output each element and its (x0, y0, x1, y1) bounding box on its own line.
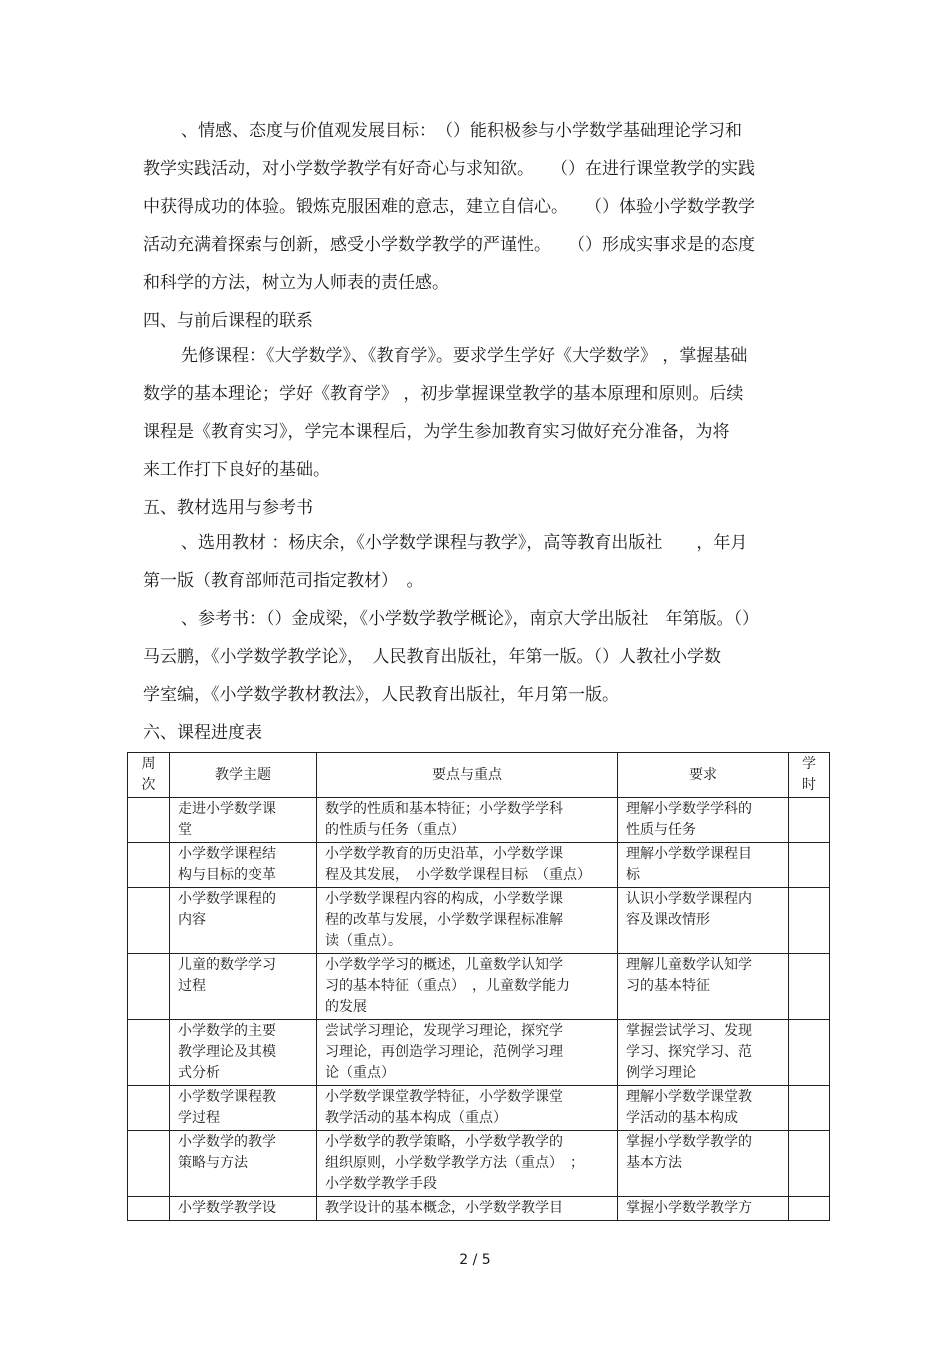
paragraph-line: 马云鹏，《小学数学教学论》， 人民教育出版社，年第一版。（）人教社小学数 (143, 647, 721, 667)
topic-cell: 儿童的数学学习 过程 (170, 954, 317, 1020)
paragraph-line: 课程是《教育实习》，学完本课程后，为学生参加教育实习做好充分准备，为将 (143, 422, 730, 442)
points-cell: 小学数学教育的历史沿革，小学数学课 程及其发展， 小学数学课程目标 （重点） (317, 843, 618, 888)
paragraph-line: 第一版（教育部师范司指定教材） 。 (143, 571, 424, 591)
paragraph-line: 和科学的方法，树立为人师表的责任感。 (143, 273, 449, 293)
topic-cell: 小学数学课程教 学过程 (170, 1086, 317, 1131)
hours-cell (789, 843, 830, 888)
hours-cell (789, 1131, 830, 1197)
requirements-cell: 理解小学数学课堂教 学活动的基本构成 (618, 1086, 789, 1131)
table-body (128, 798, 830, 1221)
hours-cell (789, 1197, 830, 1221)
requirements-cell: 掌握小学数学教学方 (618, 1197, 789, 1221)
header-week: 周 次 (128, 753, 170, 798)
table-header-row (128, 753, 830, 798)
requirements-cell: 认识小学数学课程内 容及课改情形 (618, 888, 789, 954)
hours-cell (789, 954, 830, 1020)
requirements-cell: 理解小学数学课程目 标 (618, 843, 789, 888)
table-row (128, 1197, 830, 1221)
points-cell: 小学数学的教学策略，小学数学教学的 组织原则，小学数学教学方法（重点） ； 小学数学教学手段 (317, 1131, 618, 1197)
week-cell (128, 1197, 170, 1221)
paragraph-line: 来工作打下良好的基础。 (143, 460, 330, 480)
section-heading: 六、课程进度表 (143, 723, 262, 743)
paragraph-line: 中获得成功的体验。锻炼克服困难的意志，建立自信心。 （）体验小学数学教学 (143, 197, 755, 217)
points-cell: 尝试学习理论，发现学习理论，探究学 习理论，再创造学习理论，范例学习理 论（重点） (317, 1020, 618, 1086)
requirements-cell: 理解儿童数学认知学 习的基本特征 (618, 954, 789, 1020)
header-hours: 学 时 (789, 753, 830, 798)
week-cell (128, 798, 170, 843)
points-cell: 教学设计的基本概念，小学数学教学目 (317, 1197, 618, 1221)
hours-cell (789, 798, 830, 843)
paragraph-line: 、参考书：（）金成梁，《小学数学教学概论》，南京大学出版社 年第版。（） (181, 609, 759, 629)
topic-cell: 小学数学课程的 内容 (170, 888, 317, 954)
paragraph-line: 数学的基本理论；学好《教育学》 ，初步掌握课堂教学的基本原理和原则。后续 (143, 384, 744, 404)
table-row (128, 1131, 830, 1197)
points-cell: 小学数学课堂教学特征，小学数学课堂 教学活动的基本构成（重点） (317, 1086, 618, 1131)
requirements-cell: 掌握尝试学习、发现 学习、探究学习、范 例学习理论 (618, 1020, 789, 1086)
paragraph-line: 先修课程：《大学数学》、《教育学》。要求学生学好《大学数学》 ，掌握基础 (181, 346, 748, 366)
table-row (128, 798, 830, 843)
paragraph-line: 活动充满着探索与创新，感受小学数学教学的严谨性。 （）形成实事求是的态度 (143, 235, 755, 255)
points-cell: 小学数学课程内容的构成，小学数学课 程的改革与发展，小学数学课程标准解 读（重点）。 (317, 888, 618, 954)
hours-cell (789, 1020, 830, 1086)
week-cell (128, 843, 170, 888)
topic-cell: 小学数学教学设 (170, 1197, 317, 1221)
requirements-cell: 掌握小学数学教学的 基本方法 (618, 1131, 789, 1197)
points-cell: 数学的性质和基本特征；小学数学学科 的性质与任务（重点） (317, 798, 618, 843)
week-cell (128, 1020, 170, 1086)
requirements-cell: 理解小学数学学科的 性质与任务 (618, 798, 789, 843)
week-cell (128, 888, 170, 954)
topic-cell: 走进小学数学课 堂 (170, 798, 317, 843)
section-heading: 五、教材选用与参考书 (143, 498, 313, 518)
paragraph-line: 、选用教材 ：杨庆余，《小学数学课程与教学》，高等教育出版社 ，年月 (181, 533, 748, 553)
points-cell: 小学数学学习的概述，儿童数学认知学 习的基本特征（重点） ，儿童数学能力 的发展 (317, 954, 618, 1020)
paragraph-line: 学室编，《小学数学教材教法》，人民教育出版社，年月第一版。 (143, 685, 619, 705)
week-cell (128, 954, 170, 1020)
topic-cell: 小学数学的教学 策略与方法 (170, 1131, 317, 1197)
paragraph-line: 、情感、态度与价值观发展目标： （）能积极参与小学数学基础理论学习和 (181, 121, 742, 141)
table-row (128, 888, 830, 954)
paragraph-line: 教学实践活动，对小学数学教学有好奇心与求知欲。 （）在进行课堂教学的实践 (143, 159, 755, 179)
course-schedule-table (127, 752, 830, 1221)
table-row (128, 954, 830, 1020)
table-row (128, 1020, 830, 1086)
table-row (128, 1086, 830, 1131)
page-number: 2 / 5 (459, 1252, 491, 1268)
week-cell (128, 1086, 170, 1131)
topic-cell: 小学数学的主要 教学理论及其模 式分析 (170, 1020, 317, 1086)
hours-cell (789, 888, 830, 954)
section-heading: 四、与前后课程的联系 (143, 311, 313, 331)
topic-cell: 小学数学课程结 构与目标的变革 (170, 843, 317, 888)
hours-cell (789, 1086, 830, 1131)
header-topic: 教学主题 (170, 753, 317, 798)
header-points: 要点与重点 (317, 753, 618, 798)
table-row (128, 843, 830, 888)
header-requirements: 要求 (618, 753, 789, 798)
week-cell (128, 1131, 170, 1197)
